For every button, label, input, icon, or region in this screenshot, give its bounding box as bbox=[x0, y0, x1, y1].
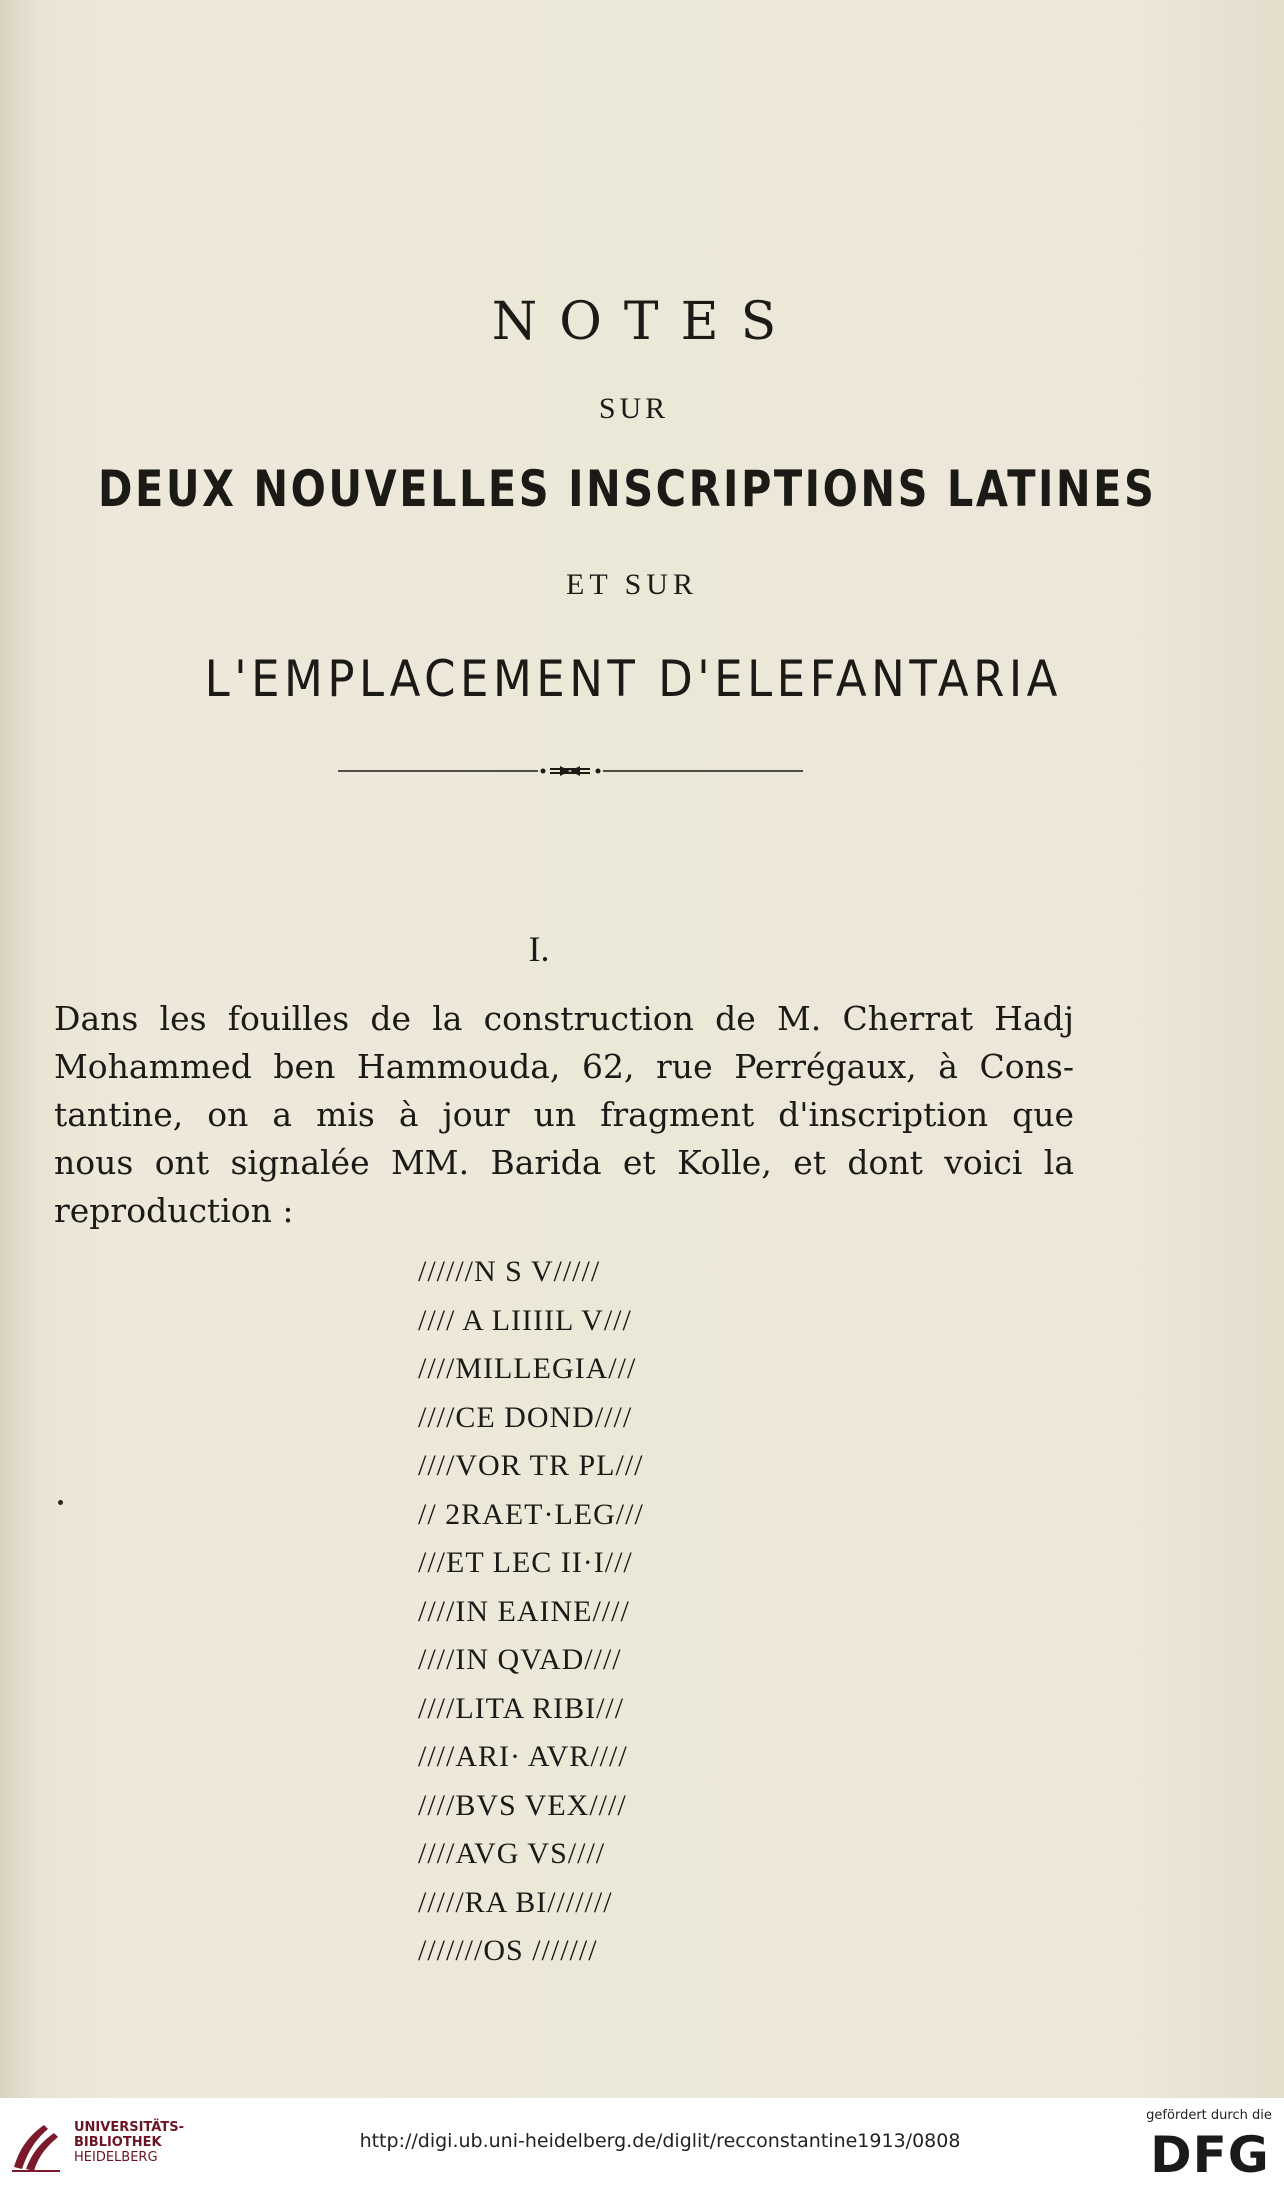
title-main: DEUX NOUVELLES INSCRIPTIONS LATINES bbox=[98, 460, 1157, 518]
section-number: I. bbox=[528, 929, 550, 969]
inscription-line: ////VOR TR PL/// bbox=[418, 1449, 644, 1482]
inscription-line: ///////OS /////// bbox=[418, 1934, 598, 1967]
paragraph-line: Dans les fouilles de la construction de M. Cherrat Hadj bbox=[54, 999, 1074, 1038]
library-name[interactable] bbox=[74, 2120, 184, 2165]
library-name-line: BIBLIOTHEK bbox=[74, 2135, 162, 2150]
inscription-line: ////IN QVAD//// bbox=[418, 1643, 622, 1676]
paragraph-line: reproduction : bbox=[54, 1191, 294, 1230]
inscription-line: ////ARI· AVR//// bbox=[418, 1740, 628, 1773]
inscription-line: ////AVG VS//// bbox=[418, 1837, 606, 1870]
title-et-sur: ET SUR bbox=[566, 568, 698, 601]
inscription-line: ///ET LEC II·I/// bbox=[418, 1546, 633, 1579]
inscription-line: ////MILLEGIA/// bbox=[418, 1352, 637, 1385]
paragraph-line: tantine, on a mis à jour un fragment d'inscription que bbox=[54, 1095, 1074, 1134]
ink-speck bbox=[58, 1500, 63, 1505]
funding-note: gefördert durch die bbox=[1146, 2108, 1272, 2123]
inscription-line: // 2RAET·LEG/// bbox=[418, 1497, 644, 1531]
inscription-line: ////BVS VEX//// bbox=[418, 1788, 627, 1822]
title-subject: L'EMPLACEMENT D'ELEFANTARIA bbox=[204, 650, 1062, 708]
library-name-line: UNIVERSITÄTS- bbox=[74, 2120, 184, 2135]
dfg-logo[interactable]: DFG bbox=[1150, 2126, 1270, 2184]
inscription-line: ////IN EAINE//// bbox=[418, 1594, 630, 1628]
library-name-line: HEIDELBERG bbox=[74, 2150, 158, 2165]
inscription-line: //// A LIIIIL V/// bbox=[418, 1303, 632, 1337]
title-sur: SUR bbox=[598, 392, 670, 425]
library-logo-icon[interactable] bbox=[10, 2117, 62, 2173]
paragraph-line: nous ont signalée MM. Barida et Kolle, et dont voici la bbox=[54, 1143, 1074, 1182]
ornament-divider-icon bbox=[338, 764, 803, 778]
title-notes: NOTES bbox=[491, 292, 799, 352]
inscription-line: ////LITA RIBI/// bbox=[418, 1691, 625, 1725]
inscription-line: /////RA BI/////// bbox=[418, 1885, 613, 1919]
inscription-transcription bbox=[418, 1255, 718, 1983]
inscription-line: ////CE DOND//// bbox=[418, 1400, 633, 1434]
inscription-line: //////N S V///// bbox=[418, 1255, 601, 1288]
body-paragraph bbox=[54, 995, 1074, 1235]
paragraph-line: Mohammed ben Hammouda, 62, rue Perrégaux, à Cons- bbox=[54, 1047, 1074, 1086]
permalink-url[interactable]: http://digi.ub.uni-heidelberg.de/diglit/recconstantine1913/0808 bbox=[359, 2130, 961, 2152]
